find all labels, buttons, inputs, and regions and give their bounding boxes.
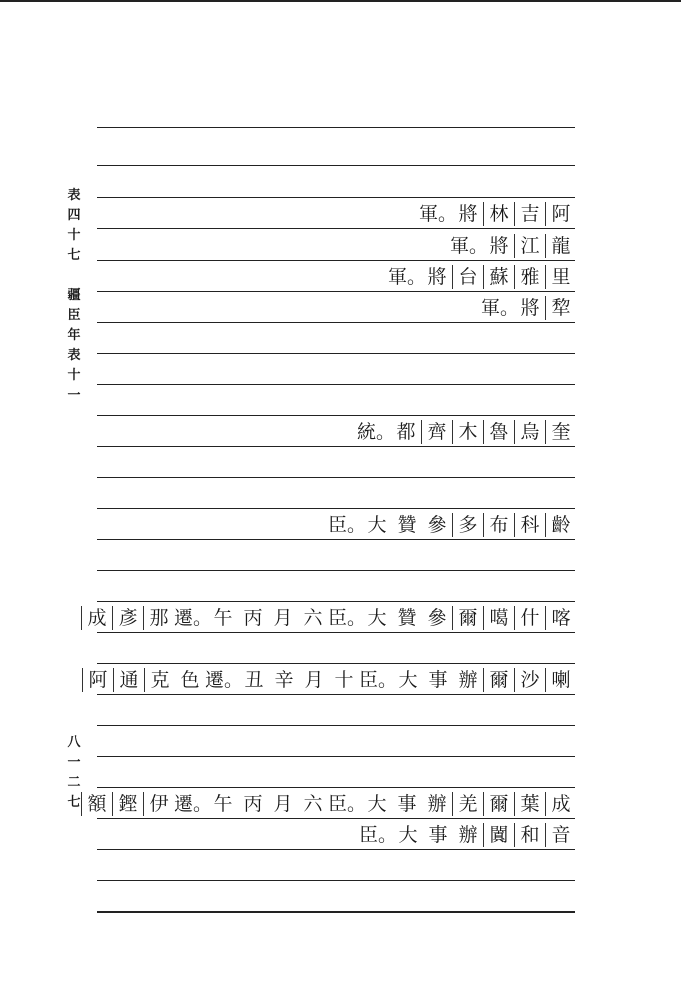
text-char: 午: [213, 607, 233, 629]
table-rule: [97, 228, 575, 229]
table-rule: [97, 508, 575, 509]
text-char: 臣。: [328, 607, 367, 629]
name-char: 那: [143, 606, 174, 630]
text-char: 將: [489, 235, 509, 257]
text-char: 將: [458, 203, 478, 225]
table-row: [419, 200, 576, 226]
name-char: 阿: [545, 202, 576, 226]
text-char: 參: [427, 514, 447, 536]
table-rule: [97, 291, 575, 292]
table-rule: [97, 384, 575, 385]
text-char: 辦: [458, 824, 478, 846]
name-char: 齊: [421, 420, 452, 444]
text-char: 臣。: [328, 514, 367, 536]
name-char: 台: [452, 265, 483, 289]
name-char: 爾: [452, 606, 483, 630]
table-rule: [97, 127, 575, 128]
side-title-char: 十: [67, 228, 81, 243]
text-char: 贊: [397, 514, 417, 536]
name-char: 科: [514, 513, 545, 537]
name-char: 額: [81, 792, 112, 816]
name-char: 雅: [514, 265, 545, 289]
table-rule: [97, 539, 575, 540]
table-rule: [97, 694, 575, 695]
name-char: 木: [452, 420, 483, 444]
text-char: 午: [213, 793, 233, 815]
text-char: 事: [428, 669, 448, 691]
text-char: 月: [304, 669, 324, 691]
name-char: 吉: [514, 202, 545, 226]
top-border: [0, 0, 681, 2]
page-number-char: 一: [67, 755, 81, 770]
table-rule: [97, 849, 575, 850]
text-char: 大: [398, 669, 418, 691]
name-char: 成: [81, 606, 112, 630]
table-rule: [97, 601, 575, 602]
text-char: 軍。: [450, 235, 489, 257]
name-char: 蘇: [483, 265, 514, 289]
name-char: 彥: [112, 606, 143, 630]
side-title-char: 一: [67, 388, 81, 403]
text-char: 十: [334, 669, 354, 691]
side-title-char: 十: [67, 368, 81, 383]
table-rule: [97, 415, 575, 416]
table-rule: [97, 911, 575, 913]
side-title-char: 疆: [67, 288, 81, 303]
side-title-char: 臣: [67, 308, 81, 323]
text-char: 月: [273, 607, 293, 629]
name-char: 江: [514, 234, 545, 258]
name-char: 多: [452, 513, 483, 537]
side-title-char: 七: [67, 248, 81, 263]
text-char: 事: [397, 793, 417, 815]
table-row: [481, 294, 576, 320]
name-char: 烏: [514, 420, 545, 444]
table-row: [357, 418, 576, 444]
name-char: 闐: [483, 823, 514, 847]
text-char: 大: [367, 793, 387, 815]
name-char: 葉: [514, 792, 545, 816]
text-char: 遷。: [174, 607, 213, 629]
name-char: 布: [483, 513, 514, 537]
table-rule: [97, 446, 575, 447]
name-char: 奎: [545, 420, 576, 444]
table-rule: [97, 818, 575, 819]
name-char: 齡: [545, 513, 576, 537]
text-char: 臣。: [359, 669, 398, 691]
table-rule: [97, 260, 575, 261]
text-char: 月: [273, 793, 293, 815]
table-rule: [97, 725, 575, 726]
page-number-char: 七: [67, 795, 81, 810]
table-rule: [97, 197, 575, 198]
name-char: 沙: [514, 668, 545, 692]
name-char: 喇: [545, 668, 576, 692]
text-char: 丑: [244, 669, 264, 691]
table-rule: [97, 756, 575, 757]
name-char: 喀: [545, 606, 576, 630]
text-char: 臣。: [359, 824, 398, 846]
name-char: 什: [514, 606, 545, 630]
side-title-char: [64, 266, 84, 286]
text-char: 大: [367, 607, 387, 629]
page-number-char: 二: [67, 775, 81, 790]
text-char: 色: [180, 669, 200, 691]
name-char: 犂: [545, 296, 576, 320]
name-char: 噶: [483, 606, 514, 630]
text-char: 臣。: [328, 793, 367, 815]
text-char: 都: [396, 421, 416, 443]
name-char: 通: [113, 668, 144, 692]
name-char: 阿: [82, 668, 113, 692]
text-char: 參: [427, 607, 447, 629]
table-row: [388, 263, 576, 289]
text-char: 將: [427, 266, 447, 288]
text-char: 丙: [243, 607, 263, 629]
name-char: 成: [545, 792, 576, 816]
text-char: 將: [520, 297, 540, 319]
text-char: 遷。: [205, 669, 244, 691]
text-char: 軍。: [481, 297, 520, 319]
table-rule: [97, 632, 575, 633]
text-char: 六: [303, 607, 323, 629]
text-char: 軍。: [388, 266, 427, 288]
table-rule: [97, 353, 575, 354]
text-char: 丙: [243, 793, 263, 815]
name-char: 龍: [545, 234, 576, 258]
table-rule: [97, 663, 575, 664]
table-rule: [97, 787, 575, 788]
page-number-char: 八: [67, 735, 81, 750]
side-title-char: 年: [67, 328, 81, 343]
table-rule: [97, 477, 575, 478]
table-row: [82, 666, 576, 692]
name-char: 和: [514, 823, 545, 847]
name-char: 爾: [483, 792, 514, 816]
side-title-char: 表: [67, 188, 81, 203]
name-char: 林: [483, 202, 514, 226]
side-title-char: 表: [67, 348, 81, 363]
text-char: 辦: [427, 793, 447, 815]
side-title-char: 四: [67, 208, 81, 223]
text-char: 大: [367, 514, 387, 536]
name-char: 鏗: [112, 792, 143, 816]
text-char: 軍。: [419, 203, 458, 225]
name-char: 音: [545, 823, 576, 847]
name-char: 爾: [483, 668, 514, 692]
table-rule: [97, 570, 575, 571]
name-char: 里: [545, 265, 576, 289]
text-char: 大: [398, 824, 418, 846]
table-row: [450, 232, 576, 258]
text-char: 六: [303, 793, 323, 815]
name-char: 伊: [143, 792, 174, 816]
text-char: 辛: [274, 669, 294, 691]
table-row: [359, 821, 576, 847]
table-row: [328, 511, 576, 537]
name-char: 魯: [483, 420, 514, 444]
table-rule: [97, 322, 575, 323]
table-row: [81, 790, 576, 816]
text-char: 遷。: [174, 793, 213, 815]
side-title: [64, 186, 84, 406]
table-rule: [97, 165, 575, 166]
text-char: 統。: [357, 421, 396, 443]
text-char: 事: [428, 824, 448, 846]
table-row: [81, 604, 576, 630]
name-char: 羌: [452, 792, 483, 816]
text-char: 辦: [458, 669, 478, 691]
table-rule: [97, 880, 575, 881]
text-char: 贊: [397, 607, 417, 629]
name-char: 克: [144, 668, 175, 692]
